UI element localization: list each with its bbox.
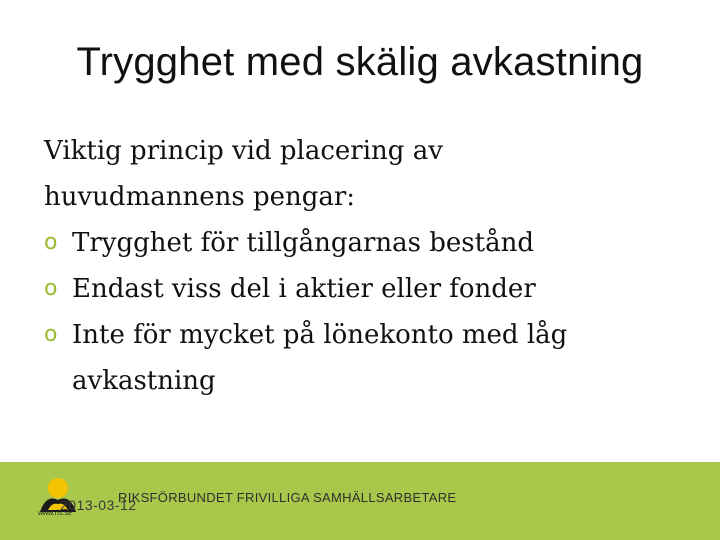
bullet-text-1: Trygghet för tillgångarnas bestånd bbox=[72, 228, 534, 258]
bullet-text-3: Inte för mycket på lönekonto med låg avkastning bbox=[72, 320, 568, 396]
intro-line-2: huvudmannens pengar: bbox=[44, 182, 356, 212]
bullet-item-1 bbox=[44, 220, 684, 266]
footer-organization: RIKSFÖRBUNDET FRIVILLIGA SAMHÄLLSARBETARE bbox=[118, 490, 457, 505]
bullet-text-2: Endast viss del i aktier eller fonder bbox=[72, 274, 536, 304]
logo-url-text: www.rfs.se bbox=[38, 510, 72, 517]
intro-line-1: Viktig princip vid placering av bbox=[44, 136, 443, 166]
bullet-item-2 bbox=[44, 266, 684, 312]
bullet-marker-icon: o bbox=[44, 276, 58, 301]
bullet-item-3 bbox=[44, 312, 684, 404]
bullet-marker-icon: o bbox=[44, 230, 58, 255]
bullet-marker-icon: o bbox=[44, 322, 58, 347]
slide-title: Trygghet med skälig avkastning bbox=[76, 40, 644, 84]
slide-body bbox=[44, 128, 684, 404]
footer-date: 2013-03-12 bbox=[60, 497, 137, 513]
